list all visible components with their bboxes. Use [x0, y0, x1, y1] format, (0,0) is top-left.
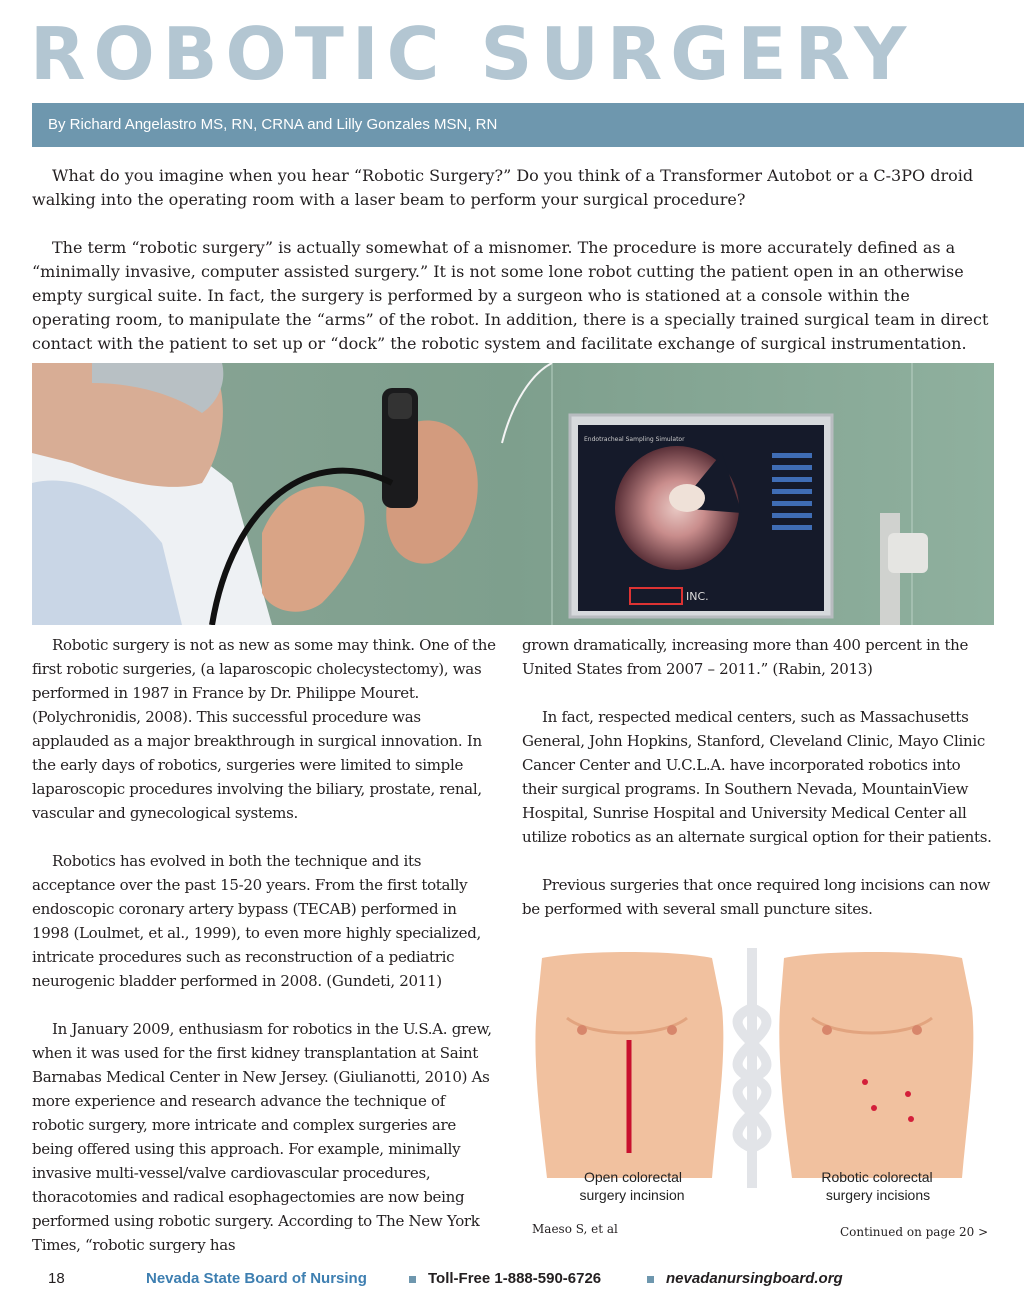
monitor-title-text: Endotracheal Sampling Simulator	[584, 436, 685, 443]
footer-phone: Toll-Free 1-888-590-6726	[428, 1270, 602, 1287]
incision-comparison-illustration	[522, 948, 992, 1208]
right-paragraph-3: Previous surgeries that once required long incisions can now be performed with several small puncture sites.	[522, 876, 991, 918]
byline: By Richard Angelastro MS, RN, CRNA and Lilly Gonzales MSN, RN	[48, 116, 498, 133]
footer-separator	[647, 1276, 654, 1283]
monitor-brand-text: INC.	[686, 590, 709, 603]
right-paragraph-2: In fact, respected medical centers, such as Massachusetts General, John Hopkins, Stanford, Cleveland Clinic, Mayo Clinic Cancer Center and U.C.L.A. have incorporated robotics into their surgical programs. In Southern Nevada, MountainView Hospital, Sunrise Hospital and University Medical Center all utilize robotics as an alternate surgical option for their patients.	[522, 708, 992, 846]
byline-bar	[32, 103, 1024, 147]
label-open-line1: Open colorectal	[583, 1169, 683, 1185]
left-column	[32, 633, 498, 1281]
intro-paragraph-1: What do you imagine when you hear “Robotic Surgery?” Do you think of a Transformer Autobot or a C-3PO droid walking into the operating room with a laser beam to perform your surgical procedure?	[32, 166, 974, 209]
page-footer	[0, 1264, 1024, 1294]
left-paragraph-3: In January 2009, enthusiasm for robotics in the U.S.A. grew, when it was used for the first kidney transplantation at Saint Barnabas Medical Center in New Jersey. (Giulianotti, 2010) As more experience and research advance the technique of robotic surgery, more intricate and complex surgeries are being offered using this approach. For example, minimally invasive multi-vessel/valve cardiovascular procedures, thoracotomies and radical esophagectomies are now being performed using robotic surgery. According to The New York Times, “robotic surgery has	[32, 1020, 492, 1254]
label-robotic-line2: surgery incisions	[825, 1187, 931, 1203]
footer-separator	[409, 1276, 416, 1283]
footer-org-name: Nevada State Board of Nursing	[146, 1270, 367, 1287]
page-number: 18	[48, 1270, 65, 1287]
intro-paragraph-2: The term “robotic surgery” is actually somewhat of a misnomer. The procedure is more accurately defined as a “minimally invasive, computer assisted surgery.” It is not some lone robot cutting the patient open in an otherwise empty surgical suite. In fact, the surgery is performed by a surgeon who is stationed at a console within the operating room, to manipulate the “arms” of the robot. In addition, there is a specially trained surgical team in direct contact with the patient to set up or “dock” the robotic system and facilitate exchange of surgical instrumentation.	[32, 238, 989, 353]
label-open-line2: surgery incinsion	[579, 1187, 685, 1203]
article-title: ROBOTIC SURGERY	[30, 12, 915, 96]
footer-website: nevadanursingboard.org	[666, 1270, 843, 1287]
continued-note: Continued on page 20 >	[840, 1225, 989, 1239]
surgical-simulator-photo	[32, 363, 994, 625]
label-robotic-line1: Robotic colorectal	[821, 1169, 933, 1185]
illustration-credit: Maeso S, et al	[532, 1222, 618, 1236]
left-paragraph-1: Robotic surgery is not as new as some may think. One of the first robotic surgeries, (a laparoscopic cholecystectomy), was performed in 1987 in France by Dr. Philippe Mouret. (Polychronidis, 2008). This successful procedure was applauded as a major breakthrough in surgical innovation. In the early days of robotics, surgeries were limited to simple laparoscopic procedures involving the biliary, prostate, renal, vascular and gynecological systems.	[32, 636, 496, 822]
right-column	[522, 633, 992, 945]
right-paragraph-1: grown dramatically, increasing more than 400 percent in the United States from 2007 – 2011.” (Rabin, 2013)	[522, 636, 969, 678]
left-paragraph-2: Robotics has evolved in both the technique and its acceptance over the past 15-20 years. From the first totally endoscopic coronary artery bypass (TECAB) performed in 1998 (Loulmet, et al., 1999), to even more highly specialized, intricate procedures such as reconstruction of a pediatric neurogenic bladder performed in 2008. (Gundeti, 2011)	[32, 852, 481, 990]
